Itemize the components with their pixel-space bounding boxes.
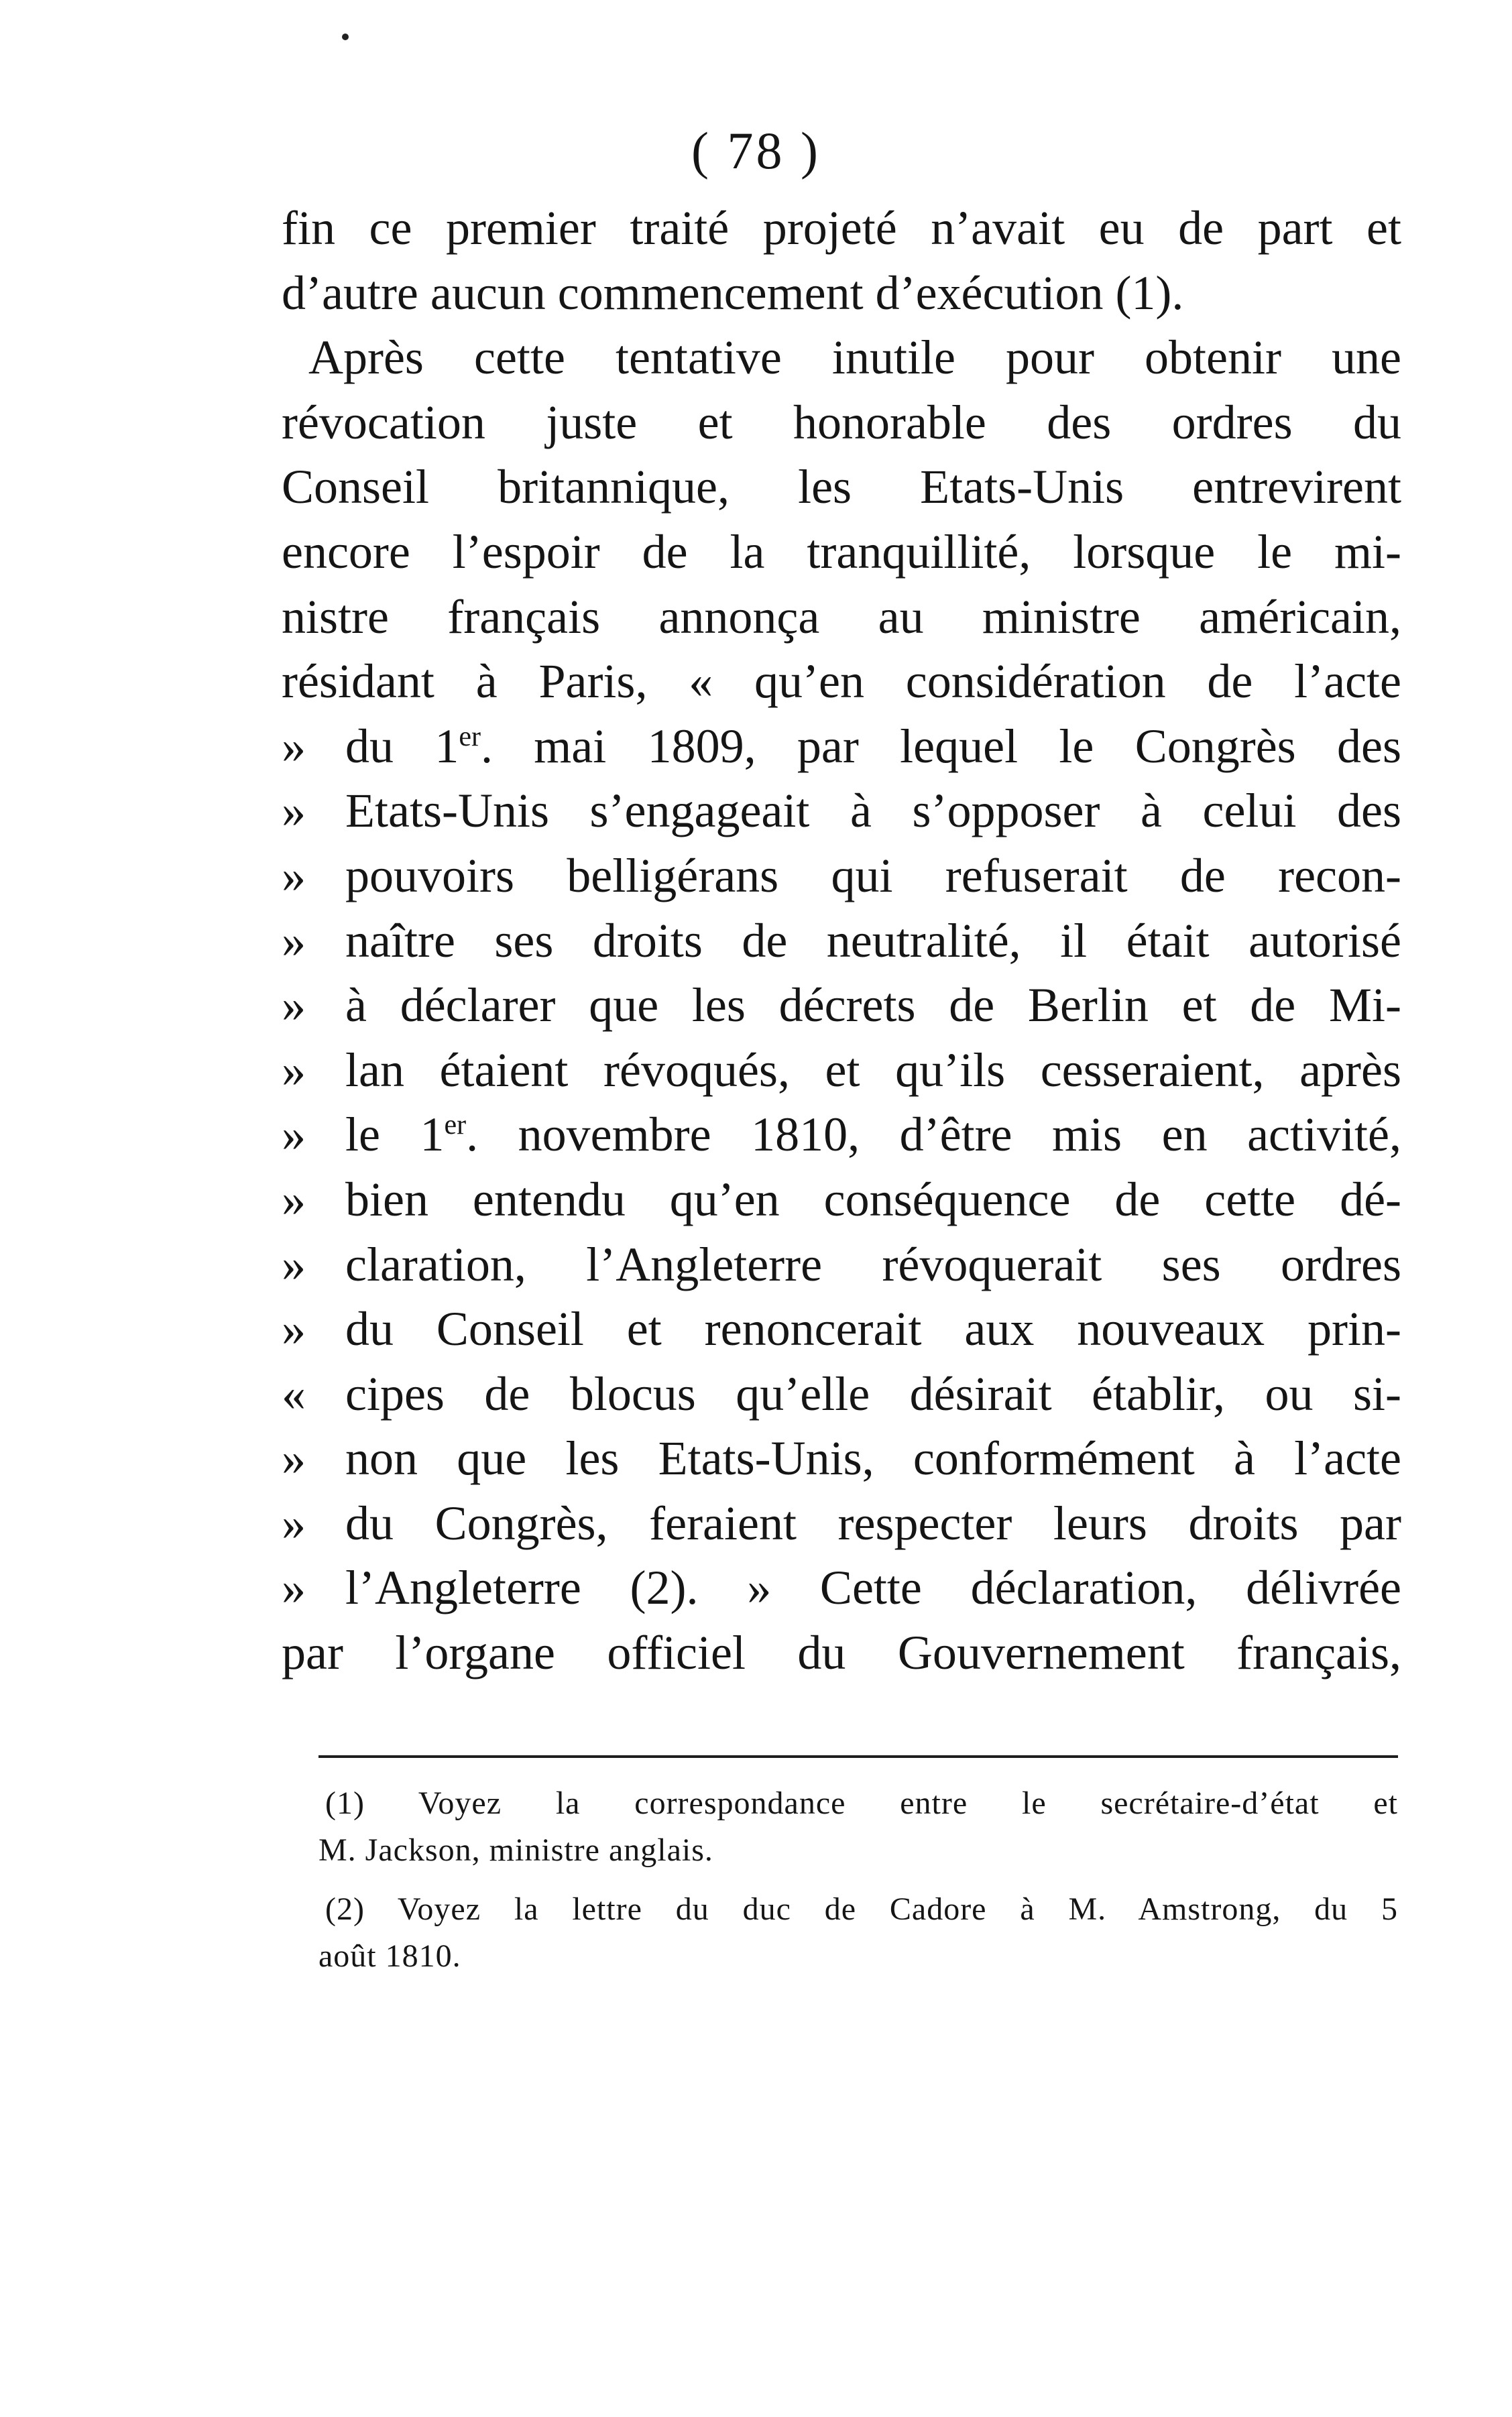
page-number: ( 78 ) (691, 121, 821, 180)
quote-mark: » (282, 1172, 306, 1226)
quoted-line: » bien entendu qu’en conséquence de cette dé- (282, 1167, 1401, 1232)
footnote-line: (2) Voyez la lettre du duc de Cadore à M. Amstrong, du 5 (325, 1891, 1398, 1927)
ink-speck (342, 34, 349, 40)
text-line: résidant à Paris, « qu’en considération de l’acte (282, 654, 1401, 709)
quote-mark: » (282, 978, 306, 1033)
quoted-line: » Etats-Unis s’engageait à s’opposer à celui des (282, 778, 1401, 843)
quote-mark: » (282, 719, 306, 773)
quoted-line: » l’Angleterre (2). » Cette déclaration, délivrée (282, 1555, 1401, 1620)
quoted-line: » à déclarer que les décrets de Berlin et de Mi- (282, 973, 1401, 1038)
quote-mark: » (282, 1302, 306, 1356)
quote-mark: » (282, 848, 306, 902)
footnote-line: (1) Voyez la correspondance entre le secrétaire-d’état et (325, 1785, 1398, 1821)
text-line: révocation juste et honorable des ordres du (282, 395, 1401, 449)
quoted-line: » le 1er. novembre 1810, d’être mis en activité, (282, 1102, 1401, 1167)
quote-mark: » (282, 1043, 306, 1097)
quote-mark: « (282, 1366, 306, 1421)
quoted-line: » du Congrès, feraient respecter leurs droits par (282, 1491, 1401, 1556)
footnote-separator-rule (318, 1755, 1398, 1758)
text-line: nistre français annonça au ministre américain, (282, 589, 1401, 644)
text-line: Après cette tentative inutile pour obtenir une (308, 331, 1401, 385)
text-line: d’autre aucun commencement d’exécution (1). (282, 266, 1184, 320)
quoted-line: » lan étaient révoqués, et qu’ils cesseraient, après (282, 1038, 1401, 1103)
quoted-line: » naître ses droits de neutralité, il était autorisé (282, 908, 1401, 974)
quoted-line: » non que les Etats-Unis, conformément à l’acte (282, 1426, 1401, 1491)
quote-mark: » (282, 784, 306, 838)
text-line: Conseil britannique, les Etats-Unis entrevirent (282, 460, 1401, 514)
text-line: encore l’espoir de la tranquillité, lorsque le mi- (282, 524, 1401, 579)
quoted-line: » pouvoirs belligérans qui refuserait de recon- (282, 843, 1401, 908)
quote-mark: » (282, 1108, 306, 1162)
footnote-line: M. Jackson, ministre anglais. (318, 1832, 713, 1868)
footnote-line: août 1810. (318, 1938, 461, 1974)
main-text (282, 196, 1401, 1686)
quote-mark: » (282, 1237, 306, 1291)
text-line: fin ce premier traité projeté n’avait eu de part et (282, 201, 1401, 255)
quote-mark: » (282, 913, 306, 967)
footnotes (318, 1780, 1398, 1980)
quote-mark: » (282, 1431, 306, 1486)
quote-mark: » (282, 1561, 306, 1615)
quoted-line: » du 1er. mai 1809, par lequel le Congrès des (282, 714, 1401, 779)
quoted-line: » claration, l’Angleterre révoquerait ses ordres (282, 1232, 1401, 1297)
quote-mark: » (282, 1496, 306, 1550)
text-line: par l’organe officiel du Gouvernement français, (282, 1626, 1401, 1680)
quoted-line: « cipes de blocus qu’elle désirait établir, ou si- (282, 1362, 1401, 1427)
quoted-line: » du Conseil et renoncerait aux nouveaux prin- (282, 1297, 1401, 1362)
